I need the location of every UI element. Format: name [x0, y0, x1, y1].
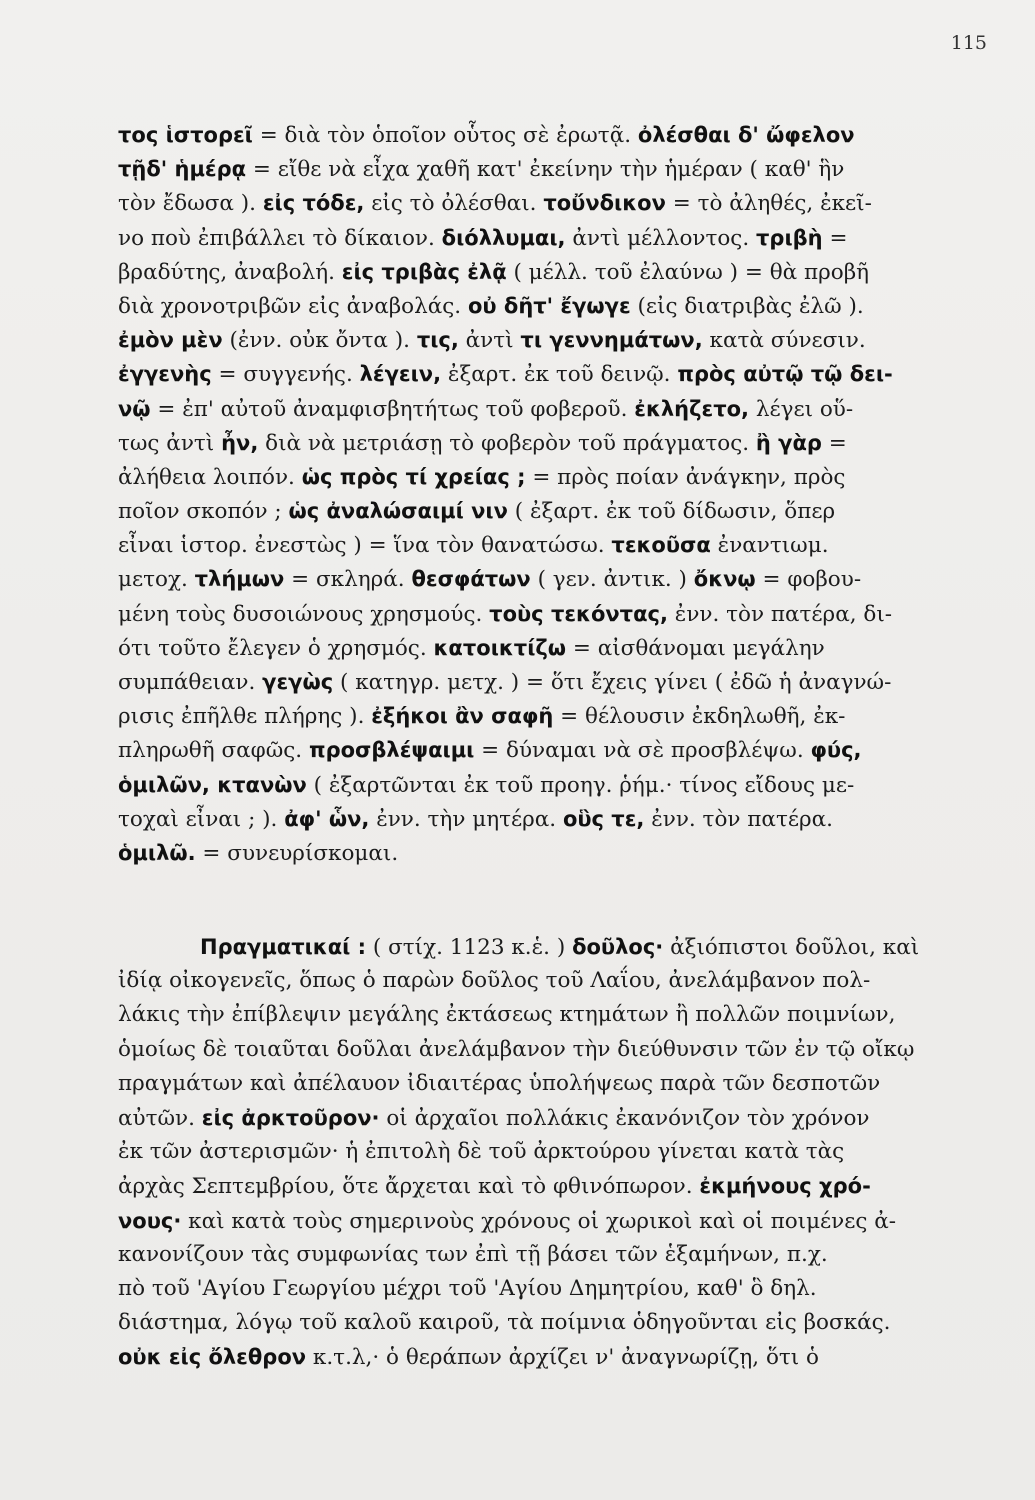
gloss-text: εἰς τὸ ὀλέσθαι. [364, 191, 544, 217]
lemma: ὀλέσθαι δ' ὤφελον [637, 123, 855, 147]
gloss-text: εἶναι ἱστορ. ἐνεστὼς ) = ἵνα τὸν θανατώσω. [118, 533, 612, 559]
lemma: ἐμὸν μὲν [118, 328, 223, 353]
text-line [118, 460, 984, 494]
lemma: λέγειν, [359, 362, 442, 387]
factual-notes [118, 930, 984, 1374]
gloss-text: ἐνν. τὸν πατέρα, δι- [667, 601, 893, 627]
gloss-text: ἀλήθεια λοιπόν. [118, 464, 302, 490]
gloss-text: = συγγενής. [211, 362, 360, 388]
text-line [118, 964, 984, 998]
gloss-text: τοχαὶ εἶναι ; ). [118, 806, 285, 832]
gloss-text: ( μέλλ. τοῦ ἐλαύνω ) = θὰ προβῆ [506, 259, 870, 285]
text-line [118, 631, 984, 665]
gloss-text: διάστημα, λόγῳ τοῦ καλοῦ καιροῦ, τὰ ποίμνια ὁδηγοῦνται εἰς βοσκάς. [118, 1310, 891, 1336]
gloss-text: = σκληρά. [284, 567, 412, 593]
text-line [118, 118, 984, 152]
lemma: εἰς τόδε, [262, 191, 365, 216]
lemma: ὡς ἀναλώσαιμί νιν [288, 499, 508, 524]
gloss-text: καὶ κατὰ τοὺς σημερινοὺς χρόνους οἱ χωρικοὶ καὶ οἱ ποιμένες ἀ- [181, 1208, 897, 1234]
gloss-text: ἀρχὰς Σεπτεμβρίου, ὅτε ἄρχεται καὶ τὸ φθινόπωρον. [118, 1174, 700, 1200]
lemma: κατοικτίζω [433, 635, 567, 660]
gloss-text: οἱ ἀρχαῖοι πολλάκις ἐκανόνιζον τὸν χρόνον [379, 1105, 870, 1131]
lemma: ὄκνῳ [693, 567, 756, 592]
gloss-text: λάκις τὴν ἐπίβλεψιν μεγάλης ἐκτάσεως κτημάτων ἢ πολλῶν ποιμνίων, [118, 1002, 896, 1028]
lemma: γεγὼς [262, 670, 334, 694]
lemma: τοὔνδικον [543, 191, 666, 216]
lemma: οὐ δῆτ' ἔγωγε [467, 293, 631, 318]
lemma: ἐκμήνους χρό- [699, 1174, 871, 1199]
gloss-text: = αἰσθάνομαι μεγάλην [566, 635, 825, 661]
commentary-notes [118, 118, 984, 870]
gloss-text: κ.τ.λ,· ὁ θεράπων ἀρχίζει ν' ἀναγνωρίζῃ, ὅτι ὁ [306, 1345, 819, 1371]
lemma: τεκοῦσα [611, 533, 711, 558]
text-line [118, 665, 984, 699]
lemma: τι γεννημάτων, [520, 328, 703, 353]
gloss-text: = δύναμαι νὰ σὲ προσβλέψω. [474, 738, 811, 764]
lemma: ἐξήκοι ἂν σαφῆ [371, 704, 554, 729]
text-line [118, 597, 984, 631]
gloss-text: ἐκ τῶν ἀστερισμῶν· ἡ ἐπιτολὴ δὲ τοῦ ἀρκτούρου γίνεται κατὰ τὰς [118, 1139, 845, 1165]
gloss-text: μετοχ. [118, 567, 195, 593]
gloss-text: ( γεν. ἀντικ. ) [530, 567, 694, 593]
lemma: εἰς τριβὰς ἐλᾷ [341, 259, 507, 284]
gloss-text: ( ἐξαρτ. ἐκ τοῦ δίδωσιν, ὅπερ [507, 499, 836, 525]
gloss-text: ἐναντιωμ. [710, 533, 829, 559]
lemma: φύς, [810, 738, 862, 763]
lemma: θεσφάτων [411, 567, 531, 592]
gloss-text: ἐνν. τὴν μητέρα. [369, 806, 563, 832]
lemma: τος ἱστορεῖ [118, 123, 253, 147]
gloss-text: = θέλουσιν ἐκδηλωθῆ, ἐκ- [553, 704, 846, 730]
lemma: ἀφ' ὧν, [284, 806, 370, 831]
lemma: οὓς τε, [562, 806, 645, 831]
text-line [118, 152, 984, 186]
text-line [118, 426, 984, 460]
text-line [118, 836, 984, 870]
gloss-text: τὸν ἔδωσα ). [118, 191, 263, 217]
gloss-text: = συνευρίσκομαι. [195, 840, 399, 866]
gloss-text: πὸ τοῦ 'Αγίου Γεωργίου μέχρι τοῦ 'Αγίου Δημητρίου, καθ' ὃ δηλ. [118, 1275, 817, 1301]
gloss-text: πραγμάτων καὶ ἀπέλαυον ἰδιαιτέρας ὑπολήψεως παρὰ τῶν δεσποτῶν [118, 1070, 881, 1096]
text-line [118, 186, 984, 220]
text-line [118, 1340, 984, 1374]
gloss-text: μένη τοὺς δυσοιώνους χρησμούς. [118, 601, 490, 627]
lemma: τῇδ' ἡμέρᾳ [118, 157, 247, 182]
gloss-text: ( στίχ. 1123 κ.ἑ. ) [366, 935, 573, 960]
gloss-text: κανονίζουν τὰς συμφωνίας των ἐπὶ τῇ βάσει τῶν ἑξαμήνων, π.χ. [118, 1241, 828, 1267]
lemma: δοῦλος· [572, 935, 664, 959]
gloss-text: (εἰς διατριβὰς ἐλῶ ). [630, 293, 864, 319]
lemma: ἐκλήζετο, [634, 396, 750, 421]
gloss-text: ἐνν. τὸν πατέρα. [644, 806, 833, 832]
gloss-text: ὁμοίως δὲ τοιαῦται δοῦλαι ἀνελάμβανον τὴν διεύθυνσιν τῶν ἐν τῷ οἴκῳ [118, 1036, 915, 1062]
gloss-text: ἀντὶ [458, 328, 521, 354]
lemma: ἐγγενὴς [118, 362, 212, 387]
gloss-text: ἰδίᾳ οἰκογενεῖς, ὅπως ὁ παρὼν δοῦλος τοῦ Λαΐου, ἀνελάμβανον πολ- [118, 968, 871, 994]
text-line [118, 289, 984, 323]
text-line [118, 699, 984, 733]
gloss-text: = τὸ ἀληθές, ἐκεῖ- [665, 191, 872, 217]
text-line [118, 802, 984, 836]
text-line [118, 930, 984, 964]
gloss-text: κατὰ σύνεσιν. [702, 328, 866, 354]
lemma: τριβὴ [756, 225, 823, 250]
gloss-text: αὐτῶν. [118, 1105, 202, 1131]
text-line [118, 768, 984, 802]
gloss-text: = [822, 225, 848, 251]
gloss-text: = εἴθε νὰ εἶχα χαθῆ κατ' ἐκείνην τὴν ἡμέραν ( καθ' ἣν [246, 157, 845, 183]
lemma: ἦν, [221, 430, 259, 455]
gloss-text: ἀξιόπιστοι δοῦλοι, καὶ [663, 935, 920, 960]
gloss-text: συμπάθειαν. [118, 670, 263, 695]
gloss-text: = φοβου- [755, 567, 862, 593]
text-line [118, 357, 984, 391]
text-line [118, 494, 984, 528]
gloss-text: νο ποὺ ἐπιβάλλει τὸ δίκαιον. [118, 225, 442, 251]
lemma: ἢ γὰρ [755, 430, 822, 455]
text-line [118, 1204, 984, 1238]
text-line [118, 1306, 984, 1340]
gloss-text: = ἐπ' αὐτοῦ ἀναμφισβητήτως τοῦ φοβεροῦ. [150, 396, 635, 422]
gloss-text: τως ἀντὶ [118, 430, 222, 456]
lemma: τις, [416, 328, 459, 353]
gloss-text: ἀντὶ μέλλοντος. [565, 225, 757, 251]
text-line [118, 392, 984, 426]
gloss-text: ποῖον σκοπόν ; [118, 499, 289, 525]
gloss-text: = [821, 430, 847, 456]
lemma: οὐκ εἰς ὄλεθρον [118, 1345, 307, 1370]
text-line [118, 323, 984, 357]
lemma: νους· [118, 1208, 182, 1233]
lemma: εἰς ἀρκτοῦρον· [201, 1105, 380, 1130]
text-line [118, 562, 984, 596]
lemma: πρὸς αὐτῷ τῷ δει- [677, 362, 893, 387]
lemma: νῷ [118, 396, 151, 421]
text-line [118, 733, 984, 767]
gloss-text: = πρὸς ποίαν ἀνάγκην, πρὸς [525, 464, 846, 490]
lemma: Πραγματικαί : [200, 935, 367, 959]
gloss-text: βραδύτης, ἀναβολή. [118, 259, 342, 285]
gloss-text: (ἐνν. οὐκ ὄντα ). [222, 328, 417, 354]
gloss-text: ( κατηγρ. μετχ. ) = ὅτι ἔχεις γίνει ( ἐδῶ ἡ ἀναγνώ- [333, 670, 892, 695]
gloss-text: ( ἐξαρτῶνται ἐκ τοῦ προηγ. ῥήμ.· τίνος εἴδους με- [306, 772, 855, 798]
lemma: τλήμων [194, 567, 285, 592]
lemma: ὡς πρὸς τί χρείας ; [301, 464, 526, 489]
text-line [118, 528, 984, 562]
lemma: διόλλυμαι, [441, 225, 566, 250]
text-line [118, 1135, 984, 1169]
gloss-text: πληρωθῆ σαφῶς. [118, 738, 309, 764]
gloss-text: = διὰ τὸν ὁποῖον οὗτος σὲ ἐρωτᾷ. [252, 123, 638, 148]
lemma: ὁμιλῶ. [118, 840, 196, 865]
lemma: προσβλέψαιμι [308, 738, 475, 763]
gloss-text: ρισις ἐπῆλθε πλήρης ). [118, 704, 372, 730]
gloss-text: ότι τοῦτο ἔλεγεν ὁ χρησμός. [118, 635, 434, 661]
text-line [118, 1238, 984, 1272]
text-line [118, 1067, 984, 1101]
gloss-text: διὰ νὰ μετριάσῃ τὸ φοβερὸν τοῦ πράγματος. [258, 430, 756, 456]
text-line [118, 1169, 984, 1203]
text-line [118, 221, 984, 255]
gloss-text: ἐξαρτ. ἐκ τοῦ δεινῷ. [441, 362, 678, 388]
text-line [118, 1033, 984, 1067]
text-line [118, 1101, 984, 1135]
text-line [118, 1272, 984, 1306]
text-line [118, 998, 984, 1032]
text-line [118, 255, 984, 289]
lemma: τοὺς τεκόντας, [489, 601, 668, 626]
gloss-text: λέγει οὕ- [749, 396, 854, 422]
lemma: ὁμιλῶν, κτανὼν [118, 772, 307, 797]
gloss-text: διὰ χρονοτριβῶν εἰς ἀναβολάς. [118, 293, 468, 319]
page-number: 115 [950, 32, 987, 54]
